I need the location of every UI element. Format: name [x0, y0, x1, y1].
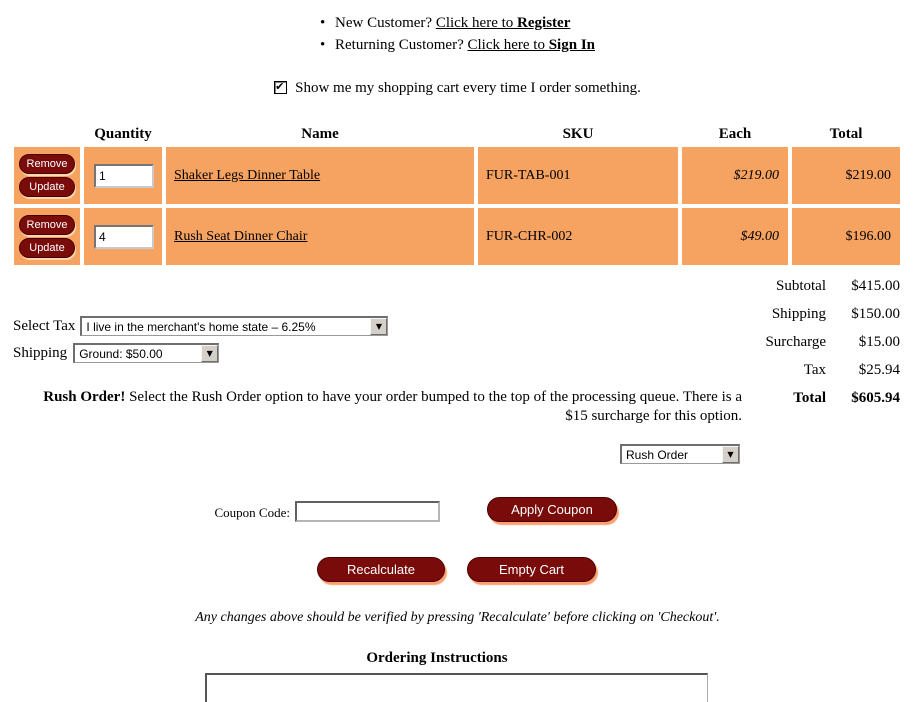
chevron-down-icon: ▼ — [201, 345, 218, 362]
total-cell: $196.00 — [792, 208, 900, 265]
rush-order-bold: Rush Order! — [43, 389, 126, 405]
header-name: Name — [301, 125, 339, 142]
update-button[interactable]: Update — [19, 238, 75, 258]
name-cell — [166, 208, 474, 265]
quantity-cell — [84, 208, 162, 265]
row-actions-cell — [14, 147, 80, 204]
cart-preference-row — [0, 80, 915, 97]
chevron-down-icon: ▼ — [370, 318, 387, 335]
summary-row-surcharge: Surcharge $15.00 — [765, 334, 900, 350]
new-customer-line — [320, 12, 595, 34]
product-link[interactable]: Shaker Legs Dinner Table — [174, 167, 321, 183]
shipping-label: Shipping — [13, 344, 68, 361]
quantity-cell — [84, 147, 162, 204]
register-link[interactable]: Click here to Register — [435, 15, 571, 31]
shipping-row — [13, 343, 219, 363]
table-row — [14, 208, 900, 265]
bullet-icon: • — [319, 15, 326, 31]
tax-label: Select Tax — [13, 317, 76, 334]
apply-coupon-button[interactable]: Apply Coupon — [487, 497, 617, 522]
header-each: Each — [718, 125, 752, 142]
ordering-instructions-heading: Ordering Instructions — [366, 650, 508, 666]
quantity-input[interactable] — [94, 225, 154, 249]
tax-select[interactable]: I live in the merchant's home state – 6.25% ▼ — [80, 316, 388, 336]
quantity-input[interactable] — [94, 164, 154, 188]
table-row — [14, 147, 900, 204]
returning-customer-label: Returning Customer? — [335, 37, 464, 53]
each-cell: $219.00 — [682, 147, 788, 204]
recalculate-button[interactable]: Recalculate — [317, 557, 445, 582]
show-cart-checkbox[interactable] — [274, 81, 287, 94]
recalculate-note: Any changes above should be verified by pressing 'Recalculate' before clicking on 'Checkout'. — [195, 610, 720, 625]
returning-customer-line — [320, 34, 595, 56]
remove-button[interactable]: Remove — [19, 154, 75, 174]
account-links — [0, 12, 915, 56]
header-sku: SKU — [562, 125, 594, 142]
sign-in-link[interactable]: Click here to Sign In — [467, 37, 596, 53]
summary-row-total: Total $605.94 — [793, 390, 900, 406]
summary-row-shipping: Shipping $150.00 — [771, 306, 900, 322]
rush-order-text: Rush Order! Select the Rush Order option to have your order bumped to the top of the processing queue. There is a $15 surcharge for this option. — [43, 389, 742, 424]
row-actions-cell — [14, 208, 80, 265]
coupon-input[interactable] — [295, 501, 440, 522]
update-button[interactable]: Update — [19, 177, 75, 197]
new-customer-label: New Customer? — [335, 15, 433, 31]
chevron-down-icon: ▼ — [722, 446, 739, 463]
total-cell: $219.00 — [792, 147, 900, 204]
rush-order-select[interactable]: Rush Order ▼ — [620, 444, 740, 464]
name-cell — [166, 147, 474, 204]
show-cart-label: Show me my shopping cart every time I order something. — [295, 80, 641, 96]
cart-header-row — [14, 125, 900, 143]
sku-cell: FUR-CHR-002 — [478, 208, 678, 265]
tax-row — [13, 316, 388, 336]
remove-button[interactable]: Remove — [19, 215, 75, 235]
header-quantity: Quantity — [94, 125, 152, 142]
shipping-select[interactable]: Ground: $50.00 ▼ — [73, 343, 219, 363]
product-link[interactable]: Rush Seat Dinner Chair — [174, 228, 308, 244]
coupon-label: Coupon Code: — [214, 505, 290, 520]
sku-cell: FUR-TAB-001 — [478, 147, 678, 204]
each-cell: $49.00 — [682, 208, 788, 265]
summary-row-subtotal: Subtotal $415.00 — [775, 278, 900, 294]
header-actions — [14, 125, 80, 143]
empty-cart-button[interactable]: Empty Cart — [467, 557, 596, 582]
cart-table — [10, 121, 904, 269]
ordering-instructions-textarea[interactable] — [205, 673, 708, 702]
bullet-icon: • — [319, 37, 326, 53]
summary-row-tax: Tax $25.94 — [803, 362, 900, 378]
header-total: Total — [829, 125, 863, 142]
